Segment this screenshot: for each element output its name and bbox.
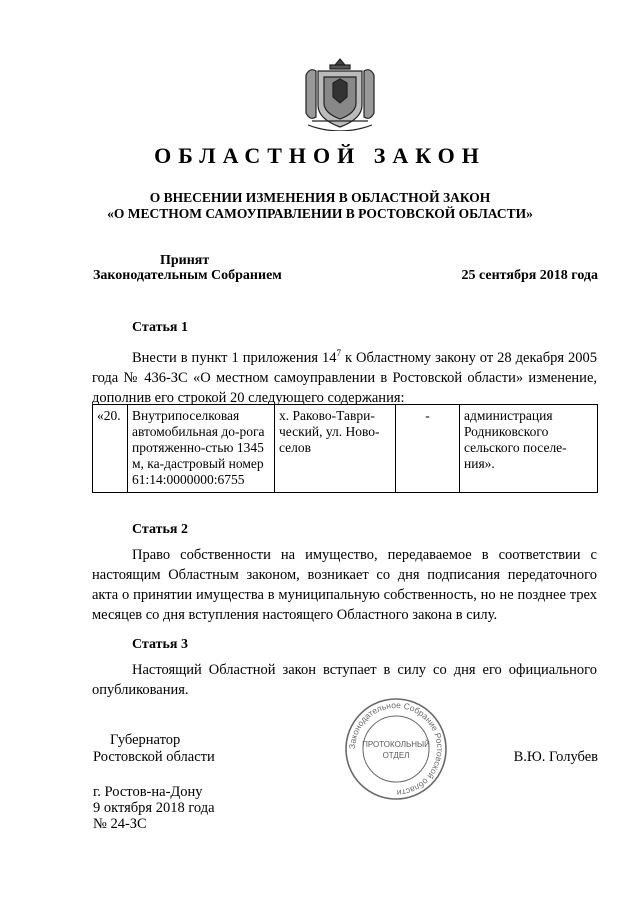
row-number: «20. <box>93 405 128 493</box>
article-1-text-b: к Областному закону от 28 декабря 2005 года № 436-ЗС «О местном самоуправлении в Ростовской области» изменение, дополнив его строкой 20 следующего содержания: <box>92 349 597 406</box>
coat-of-arms-icon <box>300 55 380 131</box>
article-1-superscript: 7 <box>336 348 342 358</box>
signature-position-1: Губернатор <box>110 732 181 748</box>
footer-city: г. Ростов-на-Дону <box>93 784 203 800</box>
row-location: х. Раково-Таври-ческий, ул. Ново-селов <box>275 405 396 493</box>
article-3-heading: Статья 3 <box>132 637 188 652</box>
article-1-text-a: Внести в пункт 1 приложения 14 <box>132 349 337 366</box>
footer-date: 9 октября 2018 года <box>93 800 215 816</box>
article-1-heading: Статья 1 <box>132 320 188 335</box>
stamp-inner-line-2: ОТДЕЛ <box>382 751 410 760</box>
article-2-heading: Статья 2 <box>132 522 188 537</box>
signature-position-2: Ростовской области <box>93 749 215 765</box>
table-row <box>93 405 598 493</box>
footer-number: № 24-ЗС <box>93 816 147 832</box>
stamp-inner-line-1: ПРОТОКОЛЬНЫЙ <box>362 740 430 749</box>
article-3-text: Настоящий Областной закон вступает в силу со дня его официального опубликования. <box>92 662 597 698</box>
row-recipient: администрация Родниковского сельского поселе-ния». <box>460 405 598 493</box>
adoption-accepted: Принят <box>160 253 210 268</box>
article-2-text: Право собственности на имущество, передаваемое в соответствии с настоящим Областным законом, возникает со дня подписания передаточного акта о принятии имущества в муниципальную собственность, но не позднее трех месяцев со дня вступления настоящего Областного закона в силу. <box>92 547 597 623</box>
subtitle-line-2: «О МЕСТНОМ САМОУПРАВЛЕНИИ В РОСТОВСКОЙ ОБЛАСТИ» <box>107 206 533 221</box>
amendment-table <box>92 404 598 493</box>
article-1-text <box>92 343 597 408</box>
document-title: ОБЛАСТНОЙ ЗАКОН <box>154 143 486 168</box>
official-stamp <box>344 697 448 801</box>
document-subtitle <box>0 190 640 222</box>
row-dash: - <box>396 405 460 493</box>
row-object: Внутрипоселковая автомобильная до-рога протяженно-стью 1345 м, ка-дастровый номер 61:14:0000000:6755 <box>128 405 275 493</box>
adoption-date: 25 сентября 2018 года <box>461 268 598 283</box>
stamp-outer-text: Законодательное Собрание Ростовской области <box>346 699 446 799</box>
subtitle-line-1: О ВНЕСЕНИИ ИЗМЕНЕНИЯ В ОБЛАСТНОЙ ЗАКОН <box>149 190 491 205</box>
signature-name: В.Ю. Голубев <box>513 749 598 765</box>
adoption-body: Законодательным Собранием <box>93 268 282 283</box>
